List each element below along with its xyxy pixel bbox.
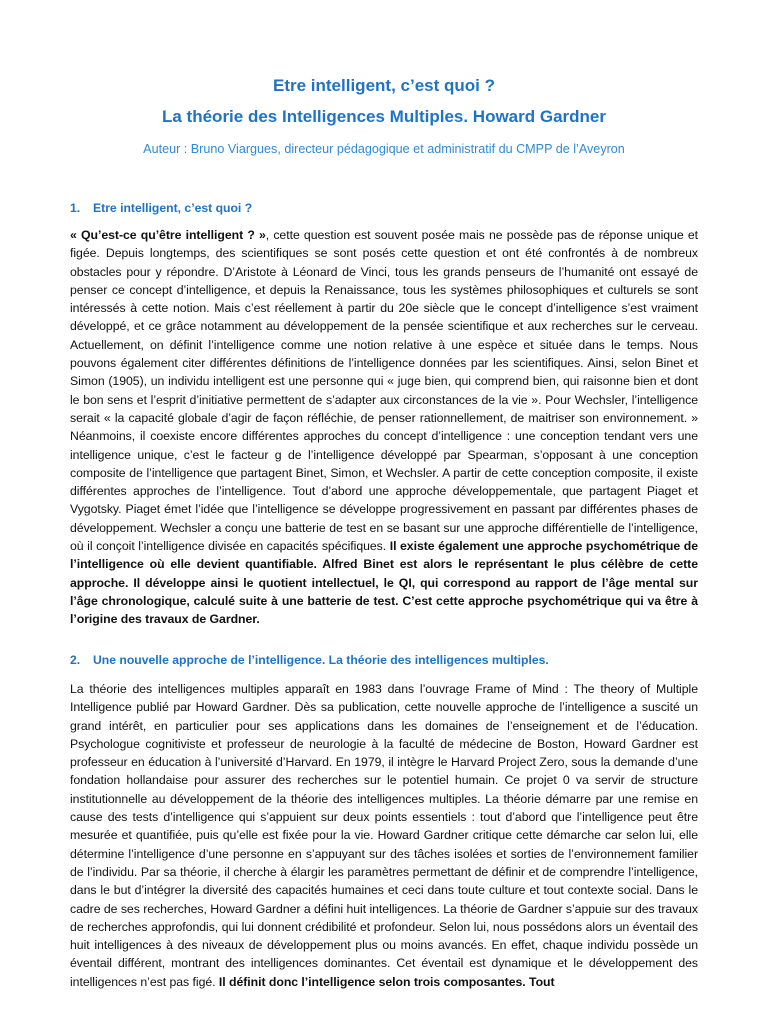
section-1-body: , cette question est souvent posée mais ne possède pas de réponse unique et figée. Depuis longtemps, des scientifiques se sont posés cette question et ont été confrontés à de nombreux obstacles pour y répondre. D’Aristote à Léonard de Vinci, tous les grands penseurs de l’humanité ont essayé de penser ce concept d’intelligence, et depuis la Renaissance, tous les systèmes philosophiques et culturels se sont intéressés à cette notion. Mais c’est réellement à partir du 20e siècle que le concept d’intelligence s’est vraiment développé, et ce grâce notamment au développement de la pensée scientifique et aux recherches sur le cerveau. Actuellement, on définit l’intelligence comme une notion relative à une espèce et située dans le temps. Nous pouvons également citer différentes définitions de l’intelligence données par les scientifiques. Ainsi, selon Binet et Simon (1905), un individu intelligent est une personne qui « juge bien, qui comprend bien, qui raisonne bien et dont le bon sens et l’esprit d’initiative permettent de s’adapter aux circonstances de la vie ». Pour Wechsler, l’intelligence serait « la capacité globale d’agir de façon réfléchie, de penser rationnellement, de maitriser son environnement. » Néanmoins, il coexiste encore différentes approches du concept d’intelligence : une conception tendant vers une intelligence unique, c’est le facteur g de l’intelligence développé par Spearman, s’opposant à une conception composite de l’intelligence que partagent Binet, Simon, et Wechsler. A partir de cette conception composite, il existe différentes approches de l’intelligence. Tout d’abord une approche développementale, que partagent Piaget et Vygotsky. Piaget émet l’idée que l’intelligence se développe progressivement en passant par différentes phases de développement. Wechsler a conçu une batterie de test en se basant sur une approche différentielle de l’intelligence, où il conçoit l’intelligence divisée en capacités spécifiques. <box>70 228 698 554</box>
section-1-bold-conclusion: Il existe également une approche psychométrique de l’intelligence où elle devient quantifiable. Alfred Binet est alors le représentant le plus célèbre de cette approche. Il développe ainsi le quotient intellectuel, le QI, qui correspond au rapport de l’âge mental sur l’âge chronologique, calculé suite à une batterie de test. C’est cette approche psychométrique qui va être à l’origine des travaux de Gardner. <box>70 539 698 627</box>
section-1-title: Etre intelligent, c’est quoi ? <box>93 201 253 215</box>
section-2-number: 2. <box>70 653 81 667</box>
section-1-number: 1. <box>70 201 81 215</box>
section-2-paragraph <box>70 680 698 991</box>
section-1-lead-question: « Qu’est-ce qu’être intelligent ? » <box>70 228 266 242</box>
document-title: Etre intelligent, c’est quoi ? <box>273 76 495 95</box>
section-1-paragraph <box>70 226 698 629</box>
section-2-title: Une nouvelle approche de l’intelligence. La théorie des intelligences multiples. <box>93 653 549 667</box>
section-2-bold-end: Il définit donc l’intelligence selon trois composantes. Tout <box>218 974 555 989</box>
author-line: Auteur : Bruno Viargues, directeur pédagogique et administratif du CMPP de l’Aveyron <box>143 142 625 156</box>
document-subtitle: La théorie des Intelligences Multiples. Howard Gardner <box>162 107 606 126</box>
section-2-heading <box>70 653 549 667</box>
section-1-heading <box>70 201 252 215</box>
section-2-body: La théorie des intelligences multiples apparaît en 1983 dans l’ouvrage Frame of Mind : The theory of Multiple Intelligence publié par Howard Gardner. Dès sa publication, cette nouvelle approche de l’intelligence a suscité un grand intérêt, en particulier pour ses applications dans les domaines de l’enseignement et de l’éducation. Psychologue cognitiviste et professeur de neurologie à la faculté de médecine de Boston, Howard Gardner est professeur en éducation à l’université d’Harvard. En 1979, il intègre le Harvard Project Zero, sous la demande d’une fondation hollandaise pour assurer des recherches sur le potentiel humain. Ce projet 0 va servir de structure institutionnelle au développement de la théorie des intelligences multiples. La théorie démarre par une remise en cause des tests d’intelligence qui s’appuient sur deux points essentiels : tout d’abord que l’intelligence peut être mesurée et quantifiée, puis qu’elle est fixée pour la vie. Howard Gardner critique cette démarche car selon lui, elle détermine l’intelligence d’une personne en s’appuyant sur des tâches isolées et sorties de l’environnement familier de l’individu. Par sa théorie, il cherche à élargir les paramètres permettant de définir et de comprendre l’intelligence, dans le but d’intégrer la diversité des capacités humaines et ceci dans toute culture et tout contexte social. Dans le cadre de ses recherches, Howard Gardner a défini huit intelligences. La théorie de Gardner s’appuie sur des travaux de recherches approfondis, qui lui donnent crédibilité et profondeur. Selon lui, nous possédons alors un éventail des huit intelligences à des niveaux de développement plus ou moins avancés. En effet, chaque individu possède un éventail différent, montrant des intelligences dominantes. Cet éventail est dynamique et le développement des intelligences n’est pas figé. <box>70 682 698 989</box>
